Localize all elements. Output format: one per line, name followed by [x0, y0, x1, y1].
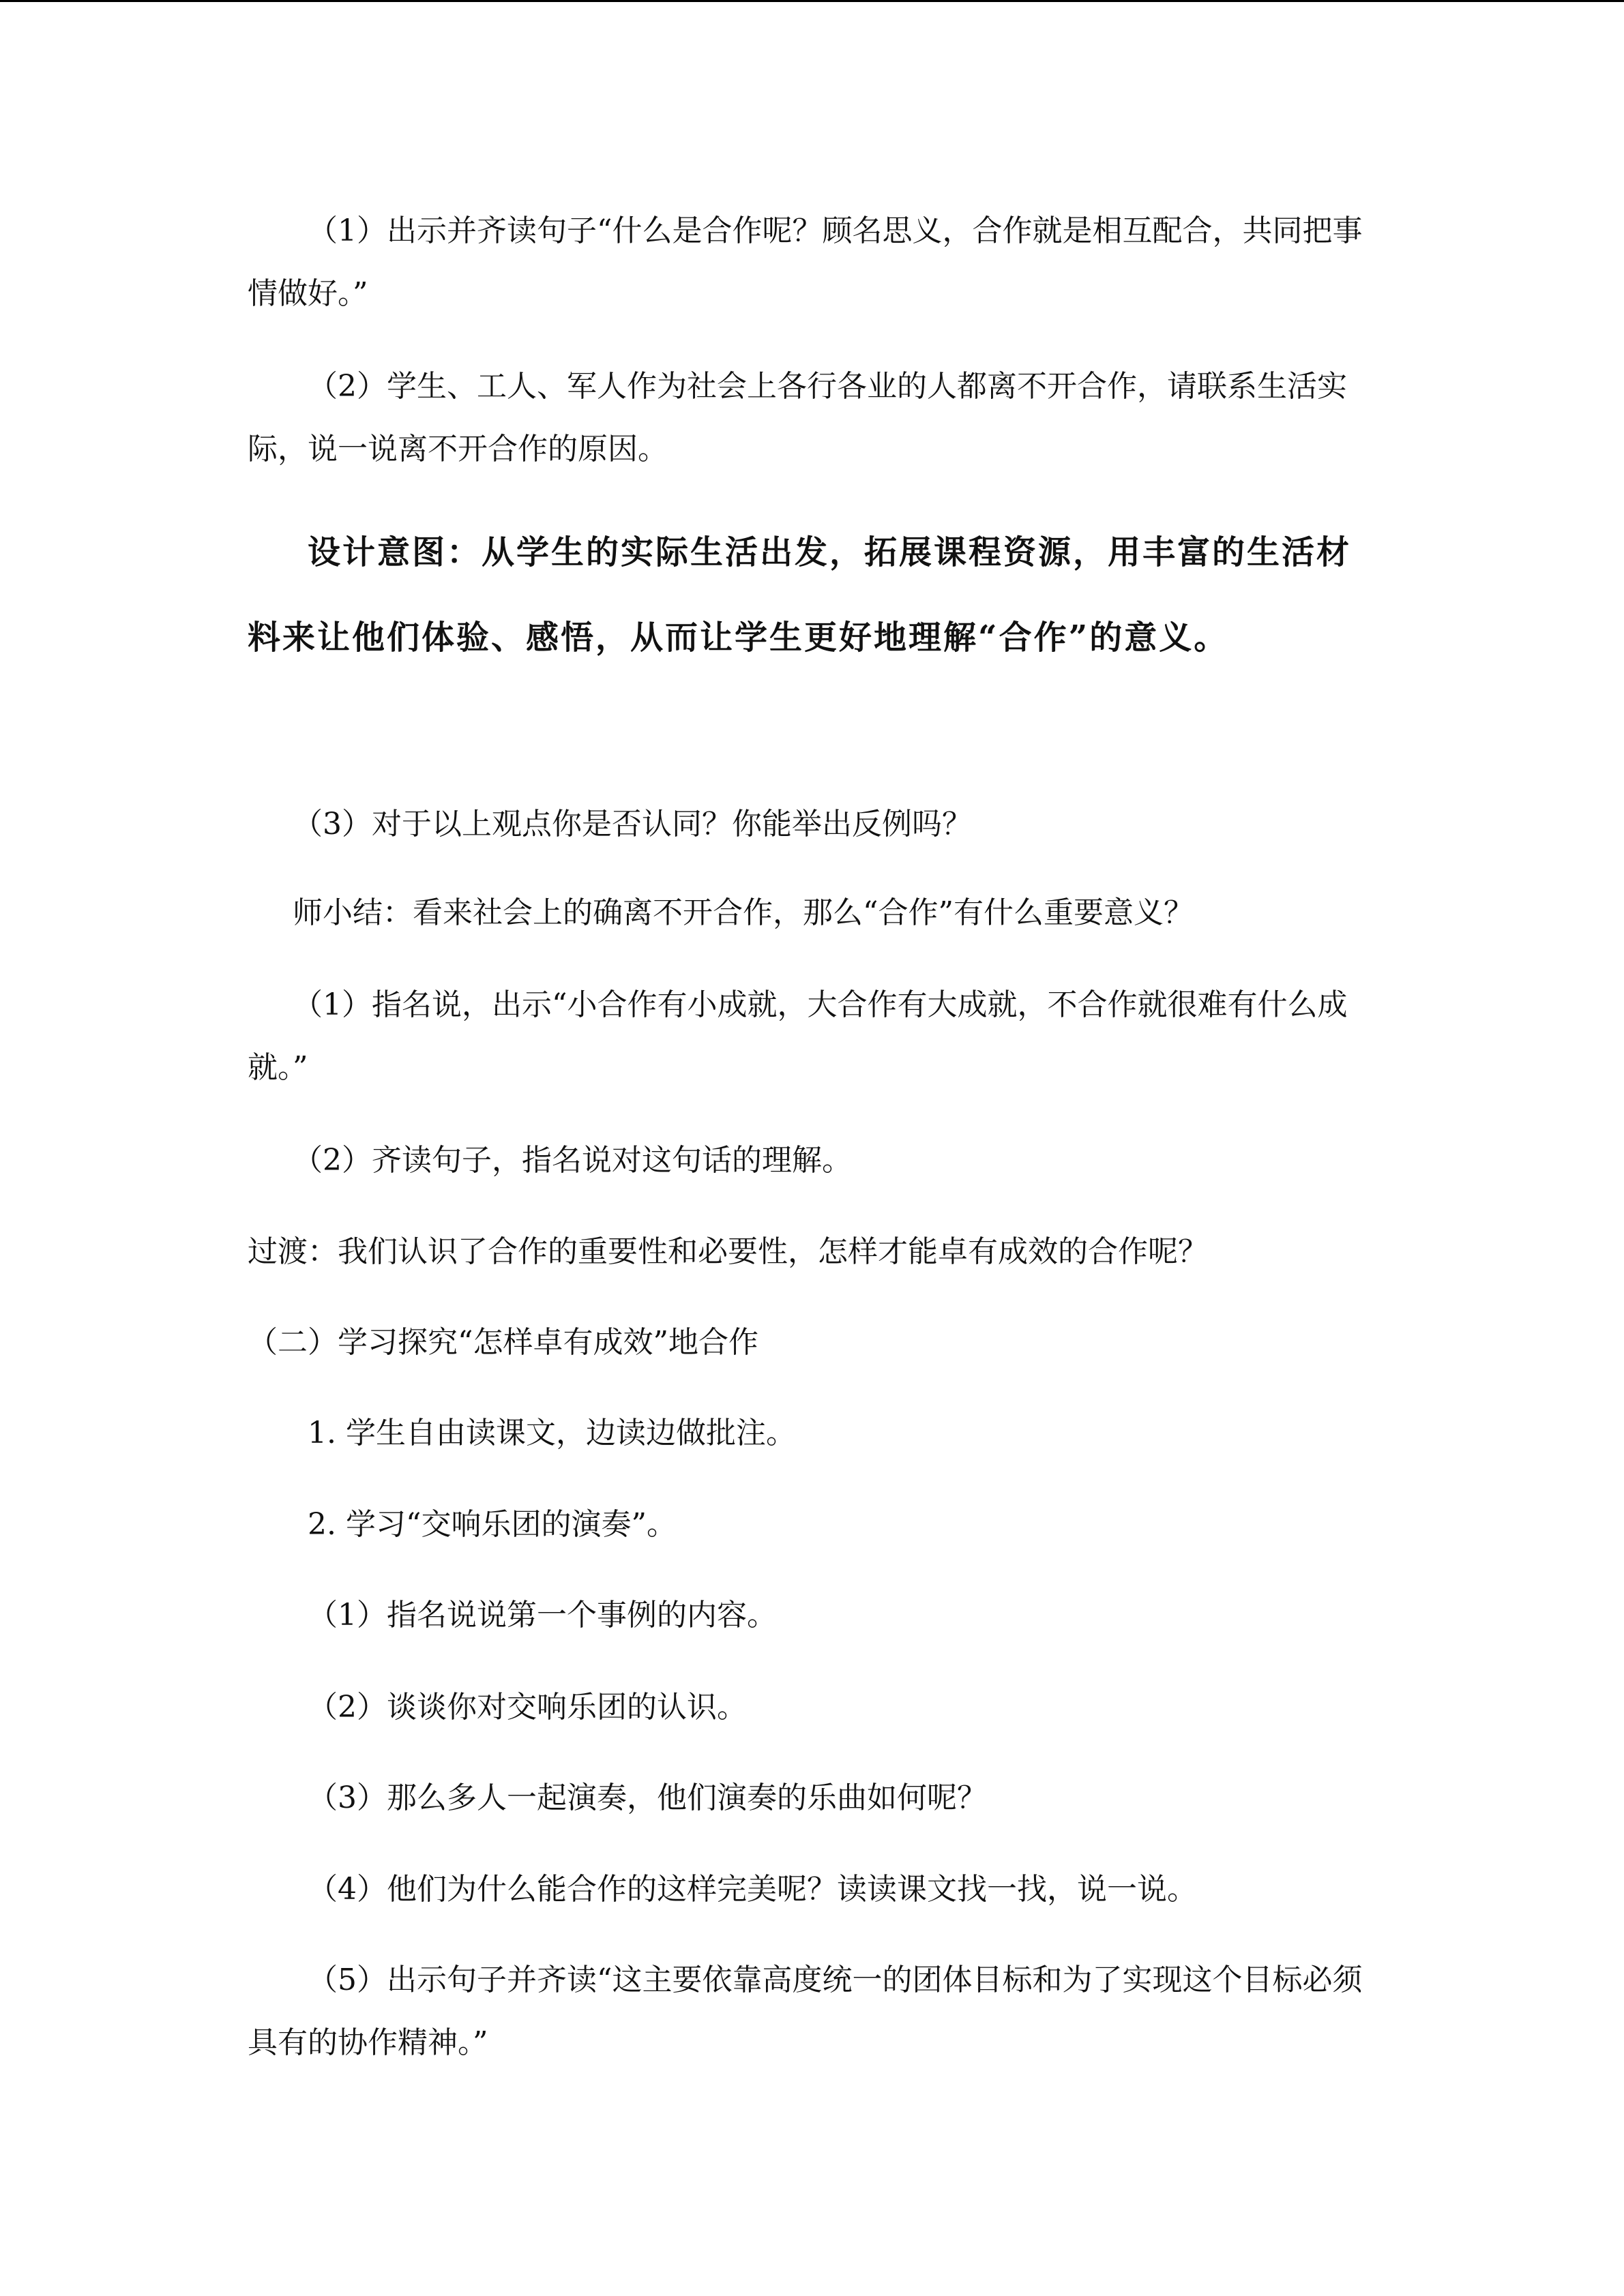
paragraph-team-goal: （5）出示句子并齐读“这主要依靠高度统一的团体目标和为了实现这个目标必须具有的协作精神。”	[248, 1963, 1363, 2060]
design-intent-text: 从学生的实际生活出发，拓展课程资源，用丰富的生活材料来让他们体验、感悟，从而让学生更好地理解“合作”的意义。	[248, 533, 1352, 657]
paragraph-teacher-summary: 师小结：看来社会上的确离不开合作，那么“合作”有什么重要意义？	[293, 895, 1194, 930]
list-item-step-2: 2. 学习“交响乐团的演奏”。	[308, 1507, 677, 1542]
section-heading-2: （二）学习探究“怎样卓有成效”地合作	[248, 1325, 758, 1360]
paragraph-perfect-cooperation: （4）他们为什么能合作的这样完美呢？读读课文找一找，说一说。	[308, 1872, 1197, 1907]
paragraph-read-sentence-1: （1）出示并齐读句子“什么是合作呢？顾名思义，合作就是相互配合，共同把事情做好。”	[248, 213, 1363, 311]
list-item-step-1: 1. 学生自由读课文，边读边做批注。	[308, 1416, 796, 1450]
paragraph-cooperation-reasons: （2）学生、工人、军人作为社会上各行各业的人都离不开合作，请联系生活实际，说一说离不开合作的原因。	[248, 369, 1347, 466]
paragraph-read-together: （2）齐读句子，指名说对这句话的理解。	[293, 1143, 852, 1178]
paragraph-counterexample-question: （3）对于以上观点你是否认同？你能举出反例吗？	[293, 807, 972, 841]
paragraph-example-content: （1）指名说说第一个事例的内容。	[308, 1598, 777, 1632]
design-intent-note	[248, 510, 1373, 681]
paragraph-named-speaking: （1）指名说，出示“小合作有小成就，大合作有大成就，不合作就很难有什么成就。”	[248, 987, 1348, 1085]
paragraph-music-quality: （3）那么多人一起演奏，他们演奏的乐曲如何呢？	[308, 1780, 987, 1815]
paragraph-transition: 过渡：我们认识了合作的重要性和必要性，怎样才能卓有成效的合作呢？	[248, 1234, 1208, 1269]
paragraph-orchestra-understanding: （2）谈谈你对交响乐团的认识。	[308, 1690, 747, 1725]
design-intent-label: 设计意图：	[308, 533, 482, 571]
